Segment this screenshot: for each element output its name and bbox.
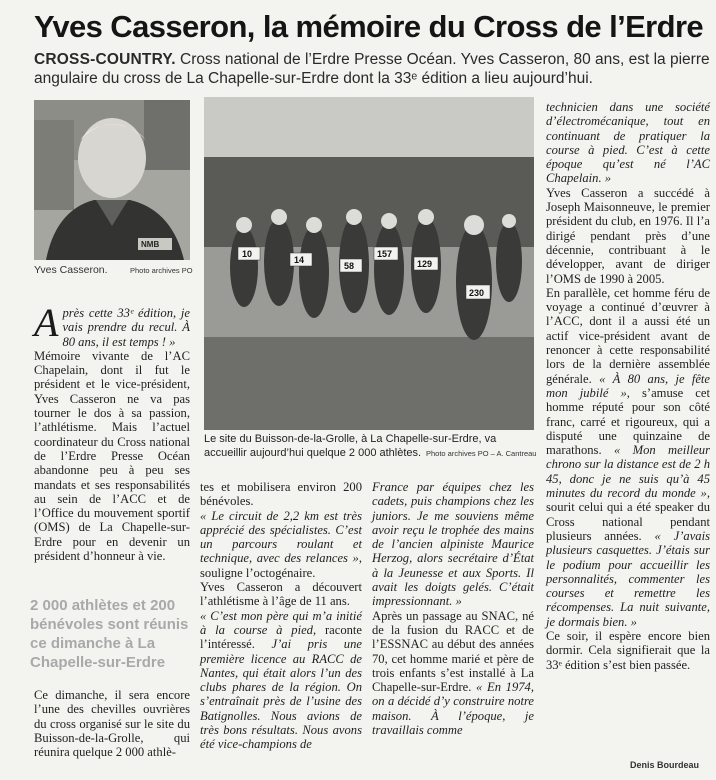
column-2 [200,480,362,752]
race-photo [204,97,534,430]
bib-4: 157 [377,249,393,259]
column-1 [34,300,190,564]
col2-quote-1-after: , souligne l’octogénaire. [200,551,362,580]
portrait-illustration [34,100,190,260]
col2-quote-2: « C’est mon père qui m’a initié à la course à pied [200,608,362,637]
col4-quote-1: « À 80 ans, je fête mon jubilé » [546,371,710,400]
intertitle: 2 000 athlètes et 200 bénévoles sont réunis ce dimanche à La Chapelle-sur-Erdre [30,597,189,671]
col4-quote-3: « J’avais plusieurs casquettes. J’étais sur le podium pour accueillir les personnalités, commenter les courses et remettre les récompenses. La nuit suivante, je dormais bien. » [546,528,710,629]
col2-quote-1: « Le circuit de 2,2 km est très apprécié des spécialistes. C’est un parcours roulant et technique, avec des relances » [200,508,362,566]
bib-3: 58 [344,261,355,271]
portrait-photo [34,100,190,260]
opening-quote: près cette 33ᵉ édition, je vais prendre du recul. À 80 ans, il est temps ! » [62,306,190,349]
portrait-credit: Photo archives PO [130,266,193,275]
col4-quote-continued: technicien dans une société d’électromécanique, tout en continuant de pratiquer la course à pied. C’est à cette époque qu’est né l’AC Chapelain. » [546,100,710,186]
col4-paragraph-3: , s’amuse cet homme réputé pour son côté franc, carré et rigoureux, qui a disputé une quinzaine de marathons. [546,385,710,458]
race-illustration [204,97,534,430]
col4-quote-2: « Mon meilleur chrono sur la distance est de 2 h 45, donc je ne suis qu’à 45 minutes du record du monde » [546,443,710,501]
column-4 [546,100,710,672]
col2-quote-2-after: , raconte l’intéressé. [200,622,362,652]
column-3 [372,480,534,737]
col2-paragraph-1: tes et mobilisera environ 200 bénévoles. [200,480,362,509]
kicker: CROSS-COUNTRY. [34,51,176,68]
bib-5: 129 [417,259,433,269]
race-credit: Photo archives PO – A. Cantreau [426,449,537,458]
race-caption: Le site du Buisson-de-la-Grolle, à La Chapelle-sur-Erdre, va accueillir aujourd’hui quelque 2 000 athlètes. [204,433,497,459]
col2-quote-3: J’ai pris une première licence au RACC de Nantes, qui était alors l’un des clubs phares de la région. On s’entraînait près de l’usine des Batignolles. Nous avions de très bons résultats. Nous avons été vice-champions de [200,637,362,752]
dropcap: A [34,300,59,345]
col3-paragraph-1: Après un passage au SNAC, né de la fusion du RACC et de l’ESSNAC au début des années 70, cet homme marié et père de trois enfants s’est installé à La Chapelle-sur-Erdre. [372,608,534,695]
col4-paragraph-2: En parallèle, cet homme féru de voyage a continué d’œuvrer à l’ACC, dont il a aussi été un actif vice-président avant de renoncer à cette responsabilité lors de la dernière assemblée générale. [546,285,710,386]
col2-paragraph-2: Yves Casseron a découvert l’athlétisme à l’âge de 11 ans. [200,580,362,609]
bib-2: 14 [294,255,305,265]
col1-paragraph-1: Mémoire vivante de l’AC Chapelain, dont il fut le président et le vice-président, Yves Casseron ne va pas tourner le dos à sa passion, l’athlétisme. Mais l’actuel coordinateur du Cross national de l’Erdre Presse Océan abandonne peu à peu ses mandats et ses responsabilités au sein de l’ACC et de l’Office du mouvement sportif (OMS) de La Chapelle-sur-Erdre pour en devenir un président d’honneur à vie. [34,348,190,564]
headline: Yves Casseron, la mémoire du Cross de l’Erdre [34,9,704,44]
col3-quote-2: « En 1974, on a décidé d’y construire notre maison. À l’époque, je travaillais comme [372,680,534,738]
col4-paragraph-5: Ce soir, il espère encore bien dormir. Cela signifierait que la 33ᵉ édition s’est bien passée. [546,628,710,672]
jacket-text: NMB [141,240,160,249]
chapo [34,51,710,88]
bib-6: 230 [469,288,485,298]
portrait-caption: Yves Casseron. [34,264,108,276]
column-1-bottom [34,688,190,759]
chapo-text: Cross national de l’Erdre Presse Océan. Yves Casseron, 80 ans, est la pierre angulaire du cross de La Chapelle-sur-Erdre dont la 33ᵉ édition a lieu aujourd’hui. [34,51,710,87]
col1-paragraph-2: Ce dimanche, il sera encore l’une des chevilles ouvrières du cross organisé sur le site du Buisson-de-la-Grolle, qui réunira quelque 2 000 athlè- [34,688,190,760]
col4-paragraph-4: , sourit celui qui a été speaker du Cross national pendant plusieurs années. [546,486,710,543]
col4-paragraph-1: Yves Casseron a succédé à Joseph Maisonneuve, le premier président du club, en 1976. Il l’a dirigé pendant près d’une décennie, contribuant à le développer, avant de diriger l’OMS de 1990 à 2005. [546,185,710,286]
bib-1: 10 [242,249,253,259]
signature: Denis Bourdeau [630,760,700,770]
col3-quote-continued: France par équipes chez les cadets, puis champions chez les juniors. Je me souviens même avoir reçu le trophée des mains de l’ancien alpiniste Maurice Herzog, alors secrétaire d’État à la Jeunesse et aux Sports. Il avait les doigts gelés. C’était impressionnant. » [372,480,534,609]
